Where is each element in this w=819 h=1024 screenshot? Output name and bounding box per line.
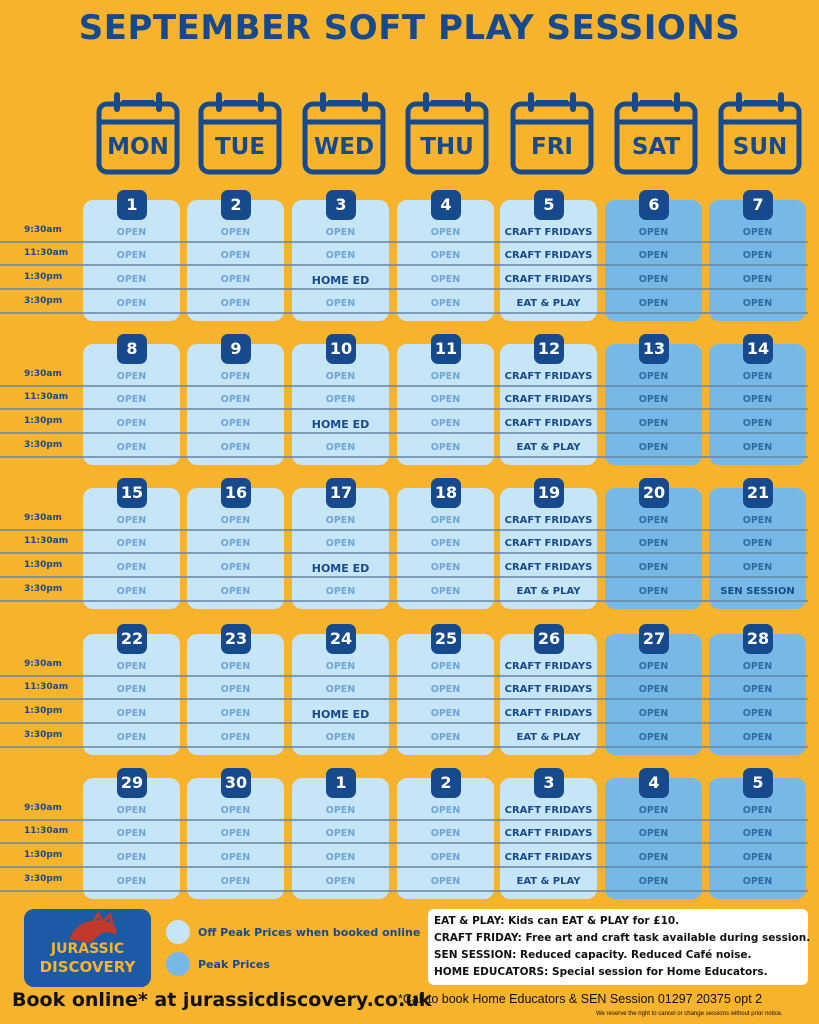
- session-slot: CRAFT FRIDAYS: [504, 371, 593, 382]
- date-badge: 4: [431, 190, 461, 220]
- day-cell: [605, 773, 702, 899]
- date-badge: 3: [534, 768, 564, 798]
- session-slot: OPEN: [220, 227, 251, 238]
- day-cell: [500, 773, 597, 899]
- day-header-fri: [510, 90, 594, 176]
- day-header-mon: [96, 90, 180, 176]
- session-slot: OPEN: [116, 418, 147, 429]
- off-peak-legend: Off Peak Prices when booked online: [198, 926, 421, 939]
- session-slot: OPEN: [638, 805, 669, 816]
- logo-text-jurassic: JURASSIC: [50, 941, 125, 957]
- day-cell: [83, 629, 180, 755]
- day-cell: [292, 629, 389, 755]
- session-slot: OPEN: [430, 394, 461, 405]
- session-slot: OPEN: [638, 250, 669, 261]
- session-slot: OPEN: [116, 732, 147, 743]
- session-slot: OPEN: [116, 515, 147, 526]
- session-slot: OPEN: [325, 442, 356, 453]
- session-slot: OPEN: [638, 394, 669, 405]
- day-cell: [187, 773, 284, 899]
- session-slot: CRAFT FRIDAYS: [504, 708, 593, 719]
- time-label: 11:30am: [24, 536, 69, 546]
- session-slot: OPEN: [325, 732, 356, 743]
- disclaimer: We reserve the right to cancel or change sessions without prior notice.: [596, 1011, 783, 1017]
- session-slot: OPEN: [430, 250, 461, 261]
- key-home-educators: HOME EDUCATORS: Special session for Home Educators.: [434, 966, 768, 978]
- day-cell: [187, 339, 284, 465]
- time-label: 1:30pm: [24, 560, 63, 570]
- session-slot: OPEN: [325, 586, 356, 597]
- session-slot: OPEN: [116, 684, 147, 695]
- time-label: 11:30am: [24, 682, 69, 692]
- day-cell: [292, 339, 389, 465]
- session-slot: CRAFT FRIDAYS: [504, 250, 593, 261]
- row-divider: [0, 698, 808, 700]
- session-slot: OPEN: [325, 684, 356, 695]
- session-slot: CRAFT FRIDAYS: [504, 394, 593, 405]
- day-label: TUE: [214, 134, 266, 160]
- session-slot: OPEN: [220, 805, 251, 816]
- day-cell: [83, 773, 180, 899]
- row-divider: [0, 866, 808, 868]
- date-badge: 7: [743, 190, 773, 220]
- day-label: SUN: [732, 134, 788, 160]
- session-slot: OPEN: [638, 442, 669, 453]
- day-header-sat: [614, 90, 698, 176]
- session-slot: OPEN: [220, 586, 251, 597]
- session-slot: EAT & PLAY: [516, 442, 581, 453]
- row-divider: [0, 456, 808, 458]
- calendar-icon: [405, 90, 489, 176]
- day-label: THU: [420, 134, 474, 160]
- session-slot: OPEN: [742, 708, 773, 719]
- session-slot: OPEN: [325, 828, 356, 839]
- day-cell: [500, 483, 597, 609]
- session-slot: CRAFT FRIDAYS: [504, 227, 593, 238]
- row-divider: [0, 385, 808, 387]
- day-cell: [397, 195, 494, 321]
- day-cell: [397, 773, 494, 899]
- key-sen-session: SEN SESSION: Reduced capacity. Reduced Café noise.: [434, 949, 752, 961]
- day-cell: [605, 339, 702, 465]
- day-cell: [605, 195, 702, 321]
- date-badge: 29: [117, 768, 147, 798]
- session-slot: OPEN: [220, 538, 251, 549]
- session-slot: OPEN: [116, 562, 147, 573]
- date-badge: 8: [117, 334, 147, 364]
- session-slot: OPEN: [742, 538, 773, 549]
- session-slot: OPEN: [325, 394, 356, 405]
- session-slot: OPEN: [430, 515, 461, 526]
- session-slot: SEN SESSION: [720, 586, 795, 597]
- session-slot: OPEN: [116, 876, 147, 887]
- date-badge: 5: [743, 768, 773, 798]
- session-slot: OPEN: [220, 298, 251, 309]
- session-slot: OPEN: [430, 661, 461, 672]
- session-slot: OPEN: [325, 852, 356, 863]
- session-slot: OPEN: [220, 515, 251, 526]
- calendar-icon: [718, 90, 802, 176]
- calendar-icon: [96, 90, 180, 176]
- session-slot: OPEN: [220, 876, 251, 887]
- session-slot: HOME ED: [311, 418, 370, 431]
- session-slot: OPEN: [220, 274, 251, 285]
- calendar-icon: [302, 90, 386, 176]
- date-badge: 15: [117, 478, 147, 508]
- calendar-icon: [510, 90, 594, 176]
- date-badge: 23: [221, 624, 251, 654]
- day-cell: [187, 483, 284, 609]
- date-badge: 1: [117, 190, 147, 220]
- date-badge: 13: [639, 334, 669, 364]
- session-slot: OPEN: [430, 708, 461, 719]
- session-slot: CRAFT FRIDAYS: [504, 661, 593, 672]
- session-slot: OPEN: [638, 418, 669, 429]
- session-slot: OPEN: [638, 586, 669, 597]
- session-slot: CRAFT FRIDAYS: [504, 684, 593, 695]
- session-slot: OPEN: [325, 227, 356, 238]
- row-divider: [0, 675, 808, 677]
- date-badge: 21: [743, 478, 773, 508]
- time-label: 3:30pm: [24, 874, 63, 884]
- logo-text-discovery: DISCOVERY: [39, 958, 136, 976]
- day-cell: [83, 339, 180, 465]
- row-divider: [0, 288, 808, 290]
- date-badge: 28: [743, 624, 773, 654]
- date-badge: 20: [639, 478, 669, 508]
- day-cell: [83, 483, 180, 609]
- session-slot: OPEN: [220, 250, 251, 261]
- session-slot: OPEN: [325, 515, 356, 526]
- session-slot: OPEN: [638, 828, 669, 839]
- session-slot: OPEN: [116, 708, 147, 719]
- session-slot: OPEN: [220, 371, 251, 382]
- session-slot: OPEN: [742, 371, 773, 382]
- time-label: 1:30pm: [24, 706, 63, 716]
- session-slot: OPEN: [638, 876, 669, 887]
- day-cell: [187, 629, 284, 755]
- session-slot: OPEN: [430, 371, 461, 382]
- day-cell: [292, 773, 389, 899]
- time-label: 9:30am: [24, 513, 62, 523]
- session-slot: OPEN: [430, 732, 461, 743]
- session-slot: OPEN: [220, 442, 251, 453]
- session-slot: EAT & PLAY: [516, 876, 581, 887]
- session-slot: OPEN: [430, 442, 461, 453]
- day-cell: [292, 483, 389, 609]
- book-online-link[interactable]: Book online* at jurassicdiscovery.co.uk: [12, 989, 432, 1011]
- date-badge: 17: [326, 478, 356, 508]
- day-cell: [709, 629, 806, 755]
- session-slot: OPEN: [430, 562, 461, 573]
- time-label: 11:30am: [24, 248, 69, 258]
- session-slot: OPEN: [220, 732, 251, 743]
- day-header-wed: [302, 90, 386, 176]
- row-divider: [0, 408, 808, 410]
- session-slot: OPEN: [430, 274, 461, 285]
- session-slot: EAT & PLAY: [516, 298, 581, 309]
- session-slot: OPEN: [116, 852, 147, 863]
- session-slot: OPEN: [430, 805, 461, 816]
- session-slot: OPEN: [325, 538, 356, 549]
- row-divider: [0, 890, 808, 892]
- session-slot: CRAFT FRIDAYS: [504, 828, 593, 839]
- row-divider: [0, 600, 808, 602]
- row-divider: [0, 432, 808, 434]
- session-slot: OPEN: [638, 298, 669, 309]
- row-divider: [0, 552, 808, 554]
- date-badge: 18: [431, 478, 461, 508]
- day-cell: [709, 773, 806, 899]
- time-label: 9:30am: [24, 369, 62, 379]
- day-cell: [709, 195, 806, 321]
- session-slot: OPEN: [638, 562, 669, 573]
- session-slot: OPEN: [638, 732, 669, 743]
- day-header-thu: [405, 90, 489, 176]
- date-badge: 6: [639, 190, 669, 220]
- day-cell: [500, 629, 597, 755]
- session-slot: OPEN: [742, 661, 773, 672]
- session-slot: OPEN: [430, 876, 461, 887]
- row-divider: [0, 746, 808, 748]
- session-slot: EAT & PLAY: [516, 732, 581, 743]
- call-to-book-note: *Call to book Home Educators & SEN Session 01297 20375 opt 2: [398, 992, 763, 1006]
- time-label: 3:30pm: [24, 730, 63, 740]
- date-badge: 5: [534, 190, 564, 220]
- key-eat-play: EAT & PLAY: Kids can EAT & PLAY for £10.: [434, 915, 680, 927]
- session-slot: OPEN: [638, 274, 669, 285]
- session-slot: CRAFT FRIDAYS: [504, 274, 593, 285]
- session-slot: OPEN: [430, 852, 461, 863]
- row-divider: [0, 842, 808, 844]
- date-badge: 14: [743, 334, 773, 364]
- row-divider: [0, 312, 808, 314]
- session-slot: OPEN: [638, 708, 669, 719]
- session-slot: OPEN: [742, 805, 773, 816]
- date-badge: 2: [221, 190, 251, 220]
- day-cell: [187, 195, 284, 321]
- calendar-icon: [198, 90, 282, 176]
- session-slot: OPEN: [430, 586, 461, 597]
- session-slot: OPEN: [638, 684, 669, 695]
- day-cell: [709, 339, 806, 465]
- peak-swatch: [166, 952, 190, 976]
- day-cell: [397, 483, 494, 609]
- date-badge: 22: [117, 624, 147, 654]
- session-slot: OPEN: [116, 371, 147, 382]
- date-badge: 16: [221, 478, 251, 508]
- date-badge: 24: [326, 624, 356, 654]
- day-cell: [397, 629, 494, 755]
- session-slot: OPEN: [742, 227, 773, 238]
- date-badge: 12: [534, 334, 564, 364]
- session-slot: OPEN: [430, 227, 461, 238]
- session-slot: OPEN: [220, 661, 251, 672]
- session-slot: OPEN: [742, 274, 773, 285]
- row-divider: [0, 576, 808, 578]
- day-label: SAT: [631, 134, 681, 160]
- session-slot: OPEN: [116, 442, 147, 453]
- session-slot: OPEN: [116, 298, 147, 309]
- session-slot: EAT & PLAY: [516, 586, 581, 597]
- date-badge: 30: [221, 768, 251, 798]
- day-cell: [500, 195, 597, 321]
- session-slot: OPEN: [742, 684, 773, 695]
- session-slot: CRAFT FRIDAYS: [504, 538, 593, 549]
- date-badge: 26: [534, 624, 564, 654]
- session-slot: OPEN: [220, 394, 251, 405]
- time-label: 3:30pm: [24, 296, 63, 306]
- time-label: 9:30am: [24, 803, 62, 813]
- session-slot: OPEN: [742, 876, 773, 887]
- session-slot: OPEN: [325, 371, 356, 382]
- session-slot: OPEN: [742, 250, 773, 261]
- session-slot: OPEN: [742, 732, 773, 743]
- date-badge: 2: [431, 768, 461, 798]
- session-slot: OPEN: [116, 586, 147, 597]
- jurassic-discovery-logo: [24, 909, 151, 987]
- session-slot: OPEN: [220, 852, 251, 863]
- time-label: 3:30pm: [24, 440, 63, 450]
- session-slot: OPEN: [638, 227, 669, 238]
- session-slot: CRAFT FRIDAYS: [504, 562, 593, 573]
- page-title: SEPTEMBER SOFT PLAY SESSIONS: [78, 8, 741, 48]
- session-slot: OPEN: [325, 661, 356, 672]
- session-slot: OPEN: [638, 852, 669, 863]
- date-badge: 4: [639, 768, 669, 798]
- day-cell: [500, 339, 597, 465]
- session-key: [428, 909, 811, 985]
- session-slot: OPEN: [742, 852, 773, 863]
- session-slot: OPEN: [116, 250, 147, 261]
- session-slot: OPEN: [325, 876, 356, 887]
- session-slot: OPEN: [430, 418, 461, 429]
- row-divider: [0, 241, 808, 243]
- session-slot: OPEN: [116, 274, 147, 285]
- time-label: 1:30pm: [24, 416, 63, 426]
- row-divider: [0, 529, 808, 531]
- session-slot: OPEN: [116, 828, 147, 839]
- day-label: WED: [313, 134, 375, 160]
- day-cell: [709, 483, 806, 609]
- session-slot: OPEN: [742, 562, 773, 573]
- session-slot: CRAFT FRIDAYS: [504, 852, 593, 863]
- session-slot: OPEN: [325, 250, 356, 261]
- session-slot: OPEN: [116, 538, 147, 549]
- date-badge: 19: [534, 478, 564, 508]
- day-cell: [397, 339, 494, 465]
- date-badge: 27: [639, 624, 669, 654]
- date-badge: 3: [326, 190, 356, 220]
- day-label: MON: [107, 134, 169, 160]
- session-slot: OPEN: [116, 227, 147, 238]
- date-badge: 10: [326, 334, 356, 364]
- session-slot: OPEN: [220, 418, 251, 429]
- session-slot: OPEN: [742, 442, 773, 453]
- day-label: FRI: [531, 134, 573, 160]
- row-divider: [0, 722, 808, 724]
- session-slot: OPEN: [430, 298, 461, 309]
- session-slot: OPEN: [220, 684, 251, 695]
- session-slot: OPEN: [638, 538, 669, 549]
- session-slot: OPEN: [325, 298, 356, 309]
- session-slot: OPEN: [116, 805, 147, 816]
- session-slot: OPEN: [325, 805, 356, 816]
- session-slot: OPEN: [742, 828, 773, 839]
- day-cell: [83, 195, 180, 321]
- session-slot: OPEN: [116, 394, 147, 405]
- session-slot: OPEN: [742, 418, 773, 429]
- time-label: 3:30pm: [24, 584, 63, 594]
- time-label: 11:30am: [24, 826, 69, 836]
- time-label: 9:30am: [24, 225, 62, 235]
- session-slot: HOME ED: [311, 562, 370, 575]
- session-slot: OPEN: [638, 371, 669, 382]
- session-slot: OPEN: [116, 661, 147, 672]
- time-label: 1:30pm: [24, 272, 63, 282]
- session-slot: OPEN: [742, 515, 773, 526]
- row-divider: [0, 264, 808, 266]
- day-cell: [605, 483, 702, 609]
- session-slot: OPEN: [742, 298, 773, 309]
- session-slot: CRAFT FRIDAYS: [504, 805, 593, 816]
- session-slot: OPEN: [638, 515, 669, 526]
- day-header-tue: [198, 90, 282, 176]
- key-craft-friday: CRAFT FRIDAY: Free art and craft task available during session.: [434, 932, 811, 944]
- session-slot: OPEN: [430, 684, 461, 695]
- session-slot: OPEN: [742, 394, 773, 405]
- session-slot: OPEN: [220, 708, 251, 719]
- time-label: 9:30am: [24, 659, 62, 669]
- calendar-icon: [614, 90, 698, 176]
- day-cell: [292, 195, 389, 321]
- off-peak-swatch: [166, 920, 190, 944]
- session-slot: CRAFT FRIDAYS: [504, 418, 593, 429]
- session-slot: OPEN: [638, 661, 669, 672]
- session-slot: HOME ED: [311, 708, 370, 721]
- session-slot: OPEN: [430, 538, 461, 549]
- date-badge: 9: [221, 334, 251, 364]
- day-cell: [605, 629, 702, 755]
- session-slot: OPEN: [430, 828, 461, 839]
- date-badge: 1: [326, 768, 356, 798]
- session-slot: HOME ED: [311, 274, 370, 287]
- date-badge: 25: [431, 624, 461, 654]
- session-slot: CRAFT FRIDAYS: [504, 515, 593, 526]
- session-slot: OPEN: [220, 828, 251, 839]
- time-label: 11:30am: [24, 392, 69, 402]
- peak-legend: Peak Prices: [198, 958, 270, 971]
- time-label: 1:30pm: [24, 850, 63, 860]
- row-divider: [0, 819, 808, 821]
- session-slot: OPEN: [220, 562, 251, 573]
- day-header-sun: [718, 90, 802, 176]
- date-badge: 11: [431, 334, 461, 364]
